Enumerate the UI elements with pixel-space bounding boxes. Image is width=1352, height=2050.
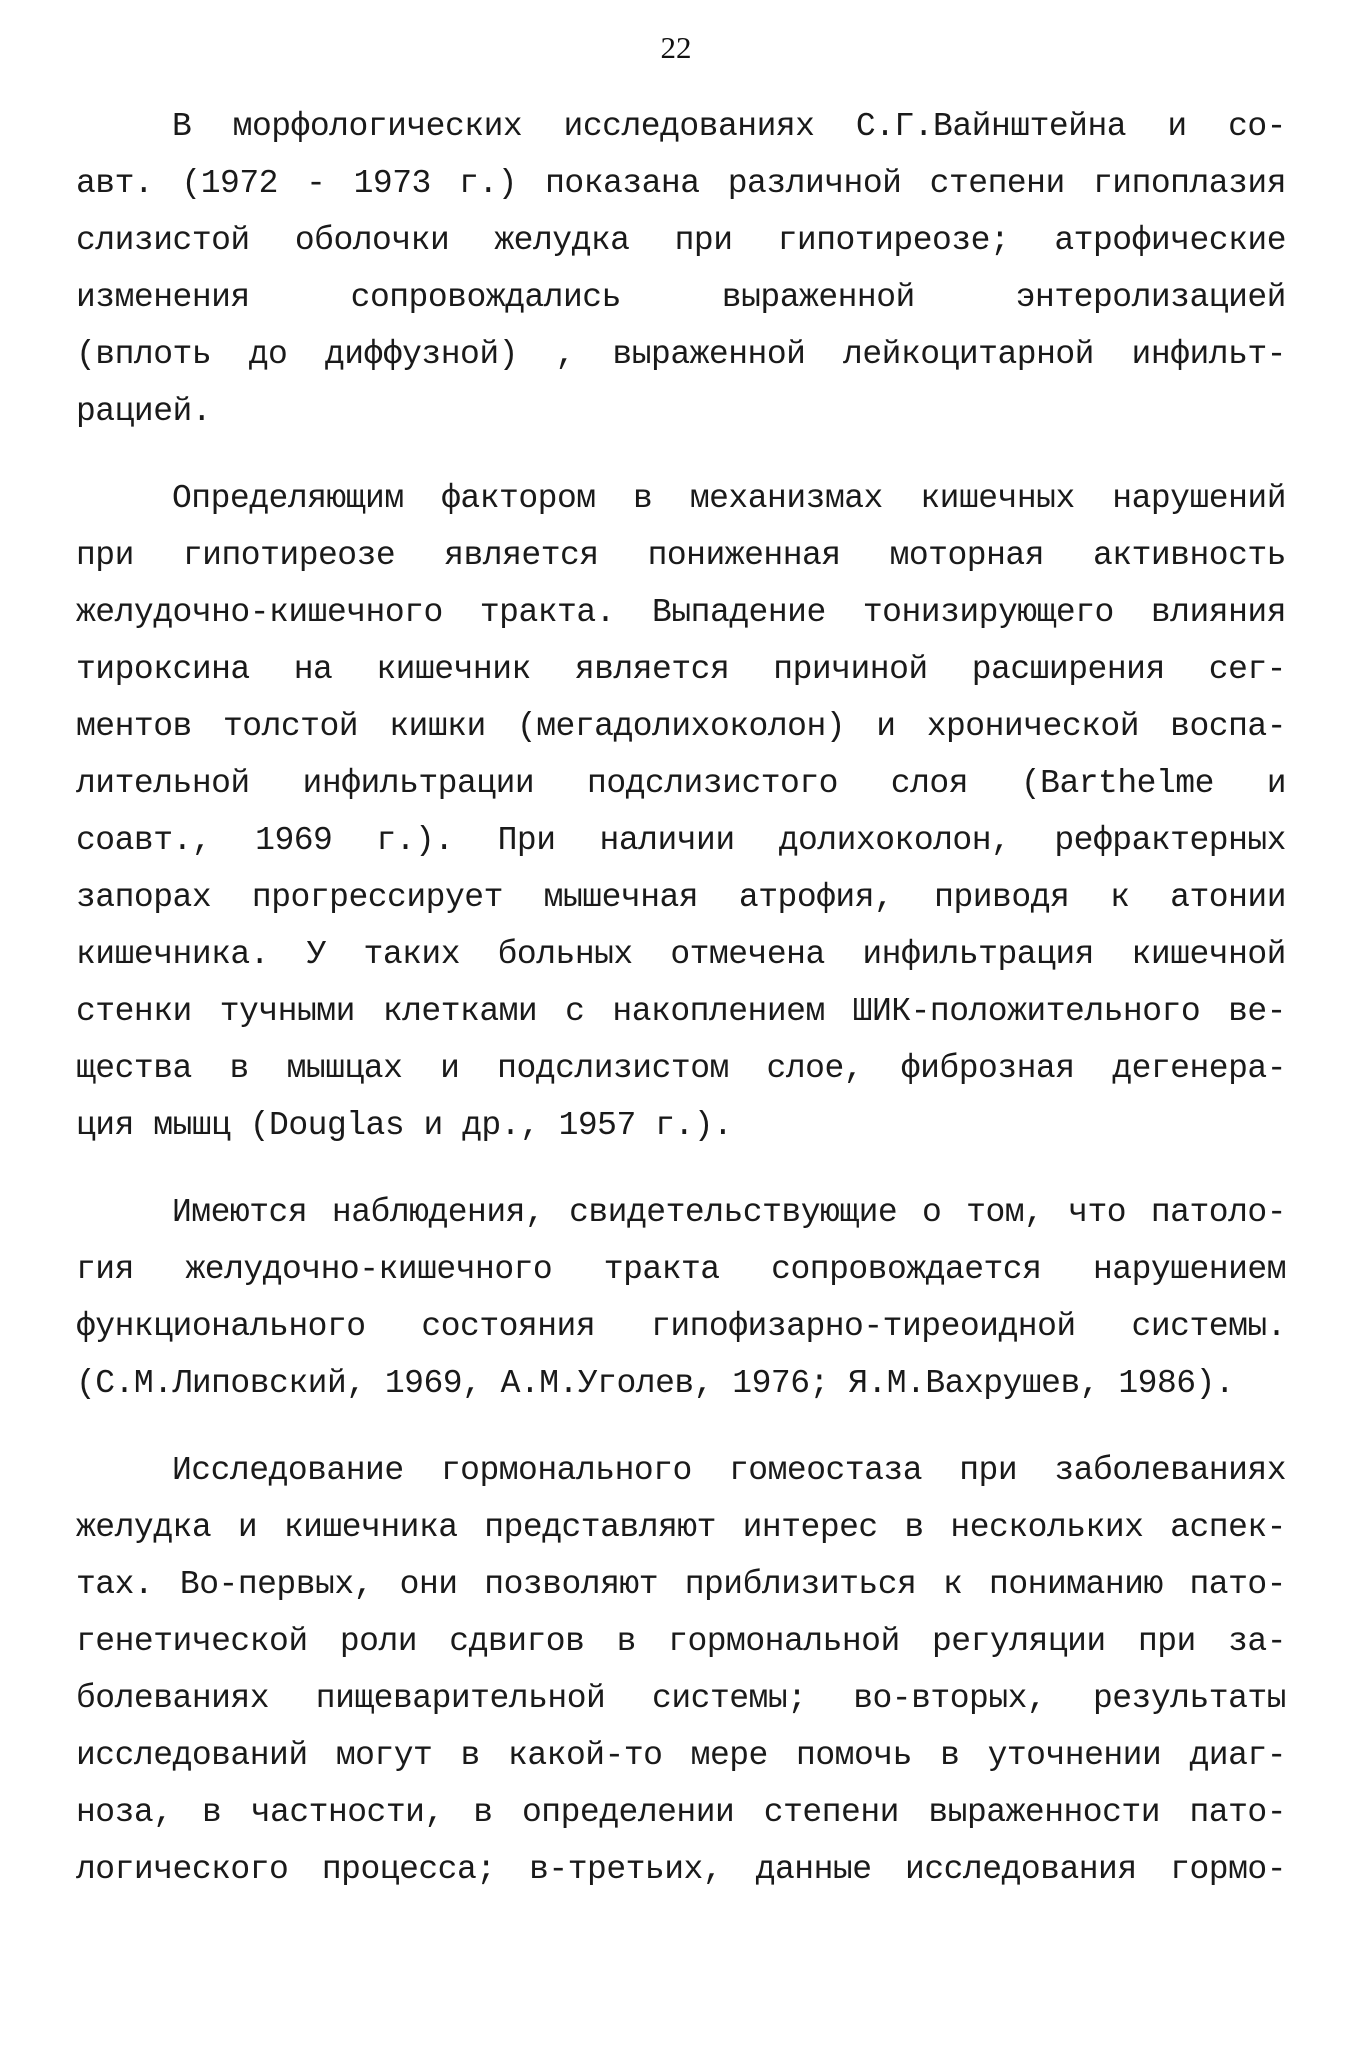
text-line: желудочно-кишечного тракта. Выпадение тонизирующего влияния <box>76 594 1286 631</box>
text-line: ция мышц (Douglas и др., 1957 г.). <box>76 1107 733 1144</box>
text-line: логического процесса; в-третьих, данные исследования гормо- <box>76 1851 1286 1888</box>
paragraph-1 <box>76 98 1286 440</box>
text-line: Имеются наблюдения, свидетельствующие о том, что патоло- <box>172 1194 1286 1231</box>
text-line: Определяющим фактором в механизмах кишечных нарушений <box>172 480 1286 517</box>
text-line: изменения сопровождались выраженной энтеролизацией <box>76 279 1286 316</box>
text-line: ноза, в частности, в определении степени выраженности пато- <box>76 1794 1286 1831</box>
text-line: тироксина на кишечник является причиной расширения сег- <box>76 651 1286 688</box>
paragraph-gap <box>76 1412 1286 1442</box>
text-line: рацией. <box>76 393 212 430</box>
paragraph-4 <box>76 1442 1286 1898</box>
text-line: генетической роли сдвигов в гормональной регуляции при за- <box>76 1623 1286 1660</box>
text-line: болеваниях пищеварительной системы; во-вторых, результаты <box>76 1680 1286 1717</box>
text-line: ментов толстой кишки (мегадолихоколон) и хронической воспа- <box>76 708 1286 745</box>
text-line: кишечника. У таких больных отмечена инфильтрация кишечной <box>76 936 1286 973</box>
text-line: запорах прогрессирует мышечная атрофия, приводя к атонии <box>76 879 1286 916</box>
text-line: соавт., 1969 г.). При наличии долихоколон, рефрактерных <box>76 822 1286 859</box>
text-line: (вплоть до диффузной) , выраженной лейкоцитарной инфильт- <box>76 336 1286 373</box>
text-line: щества в мышцах и подслизистом слое, фиброзная дегенера- <box>76 1050 1286 1087</box>
text-line: слизистой оболочки желудка при гипотиреозе; атрофические <box>76 222 1286 259</box>
text-line: тах. Во-первых, они позволяют приблизиться к пониманию пато- <box>76 1566 1286 1603</box>
text-line: стенки тучными клетками с накоплением ШИК-положительного ве- <box>76 993 1286 1030</box>
text-line: при гипотиреозе является пониженная моторная активность <box>76 537 1286 574</box>
body-text <box>76 98 1286 1898</box>
text-line: (С.М.Липовский, 1969, А.М.Уголев, 1976; Я.М.Вахрушев, 1986). <box>76 1365 1235 1402</box>
paragraph-3 <box>76 1184 1286 1412</box>
text-line: авт. (1972 - 1973 г.) показана различной степени гипоплазия <box>76 165 1286 202</box>
text-line: исследований могут в какой-то мере помочь в уточнении диаг- <box>76 1737 1286 1774</box>
text-line: гия желудочно-кишечного тракта сопровождается нарушением <box>76 1251 1286 1288</box>
text-line: Исследование гормонального гомеостаза при заболеваниях <box>172 1452 1286 1489</box>
text-line: лительной инфильтрации подслизистого слоя (Barthelme и <box>76 765 1286 802</box>
text-line: В морфологических исследованиях С.Г.Вайнштейна и со- <box>172 108 1286 145</box>
page-number: 22 <box>660 30 692 65</box>
text-line: функционального состояния гипофизарно-тиреоидной системы. <box>76 1308 1286 1345</box>
text-line: желудка и кишечника представляют интерес в нескольких аспек- <box>76 1509 1286 1546</box>
paragraph-gap <box>76 1154 1286 1184</box>
paragraph-2 <box>76 470 1286 1154</box>
paragraph-gap <box>76 440 1286 470</box>
